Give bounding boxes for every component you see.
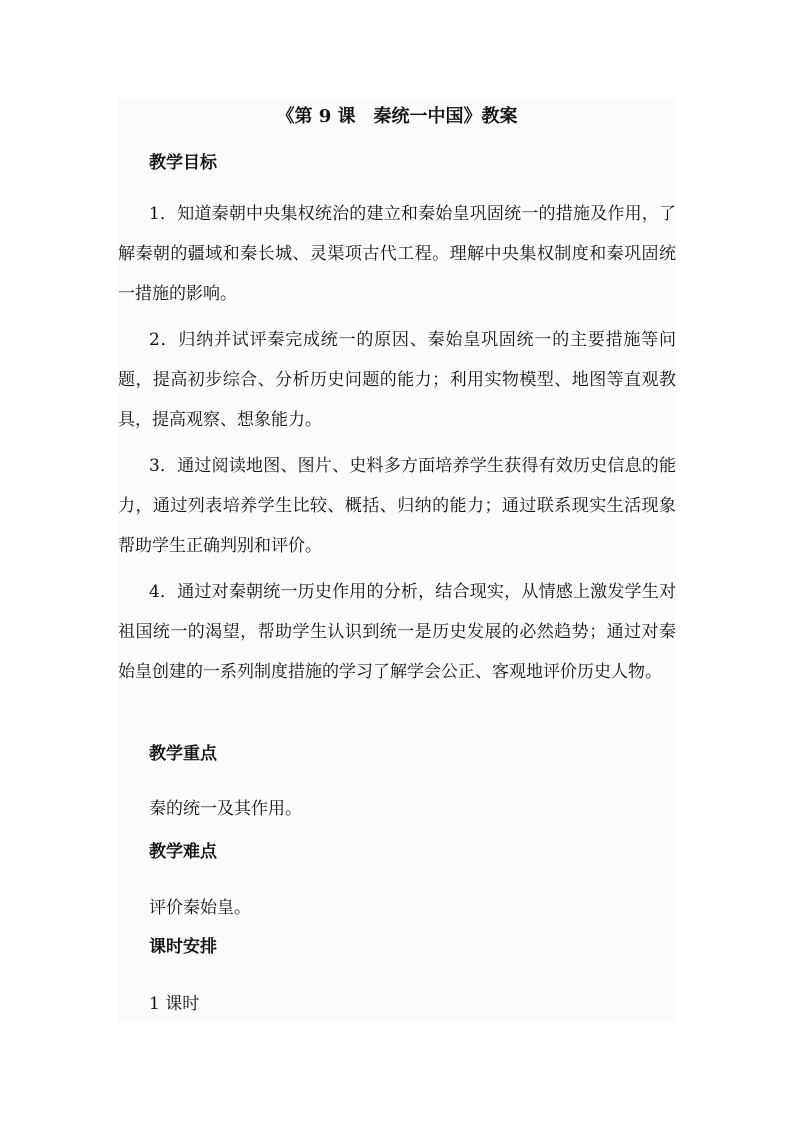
- heading-objectives: 教学目标: [149, 153, 217, 173]
- heading-difficulty: 教学难点: [149, 842, 217, 862]
- document-page: [118, 98, 676, 1022]
- objective-item-4: 4．通过对秦朝统一历史作用的分析，结合现实，从情感上激发学生对祖国统一的渴望，帮助学生认识到统一是历史发展的必然趋势；通过对秦始皇创建的一系列制度措施的学习了解学会公正、客观地评价历史人物。: [118, 582, 676, 682]
- key-point-text: 秦的统一及其作用。: [149, 799, 302, 819]
- heading-schedule: 课时安排: [149, 937, 217, 957]
- objective-item-3: 3．通过阅读地图、图片、史料多方面培养学生获得有效历史信息的能力，通过列表培养学生比较、概括、归纳的能力；通过联系现实生活现象帮助学生正确判别和评价。: [118, 456, 676, 556]
- schedule-text: 1 课时: [149, 994, 200, 1014]
- document-title: 《第 9 课 秦统一中国》教案: [276, 106, 518, 127]
- objective-item-2: 2．归纳并试评秦完成统一的原因、秦始皇巩固统一的主要措施等问题，提高初步综合、分析历史问题的能力；利用实物模型、地图等直观教具，提高观察、想象能力。: [118, 330, 676, 430]
- difficulty-text: 评价秦始皇。: [149, 898, 251, 918]
- heading-key-point: 教学重点: [149, 744, 217, 764]
- objective-item-1: 1．知道秦朝中央集权统治的建立和秦始皇巩固统一的措施及作用，了解秦朝的疆域和秦长城、灵渠项古代工程。理解中央集权制度和秦巩固统一措施的影响。: [118, 204, 676, 304]
